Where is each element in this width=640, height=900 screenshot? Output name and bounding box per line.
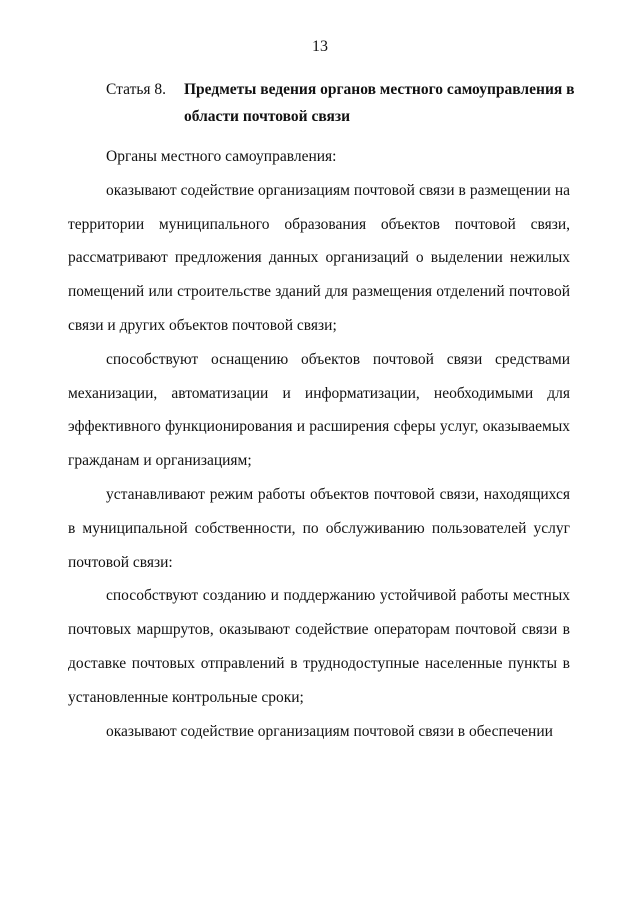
page-number: 13 (312, 38, 328, 55)
body-paragraph-1: оказывают содействие организациям почтовой связи в размещении на территории муниципального образования объектов почтовой связи, рассматривают предложения данных организаций о выделении нежилых помещений или строительстве зданий для размещения отделений почтовой связи и других объектов почтовой связи; (68, 181, 570, 334)
body-paragraph-3: устанавливают режим работы объектов почтовой связи, находящихся в муниципальной собственности, по обслуживанию пользователей услуг почтовой связи: (68, 485, 570, 571)
article-body (68, 140, 570, 748)
article-label: Статья 8. (106, 81, 167, 98)
body-paragraph-2: способствуют оснащению объектов почтовой связи средствами механизации, автоматизации и информатизации, необходимыми для эффективного функционирования и расширения сферы услуг, оказываемых гражданам и организациям; (68, 350, 570, 470)
article-title: Предметы ведения органов местного самоуправления в области почтовой связи (184, 81, 575, 125)
article-heading (106, 76, 576, 130)
body-intro: Органы местного самоуправления: (106, 148, 337, 165)
body-paragraph-4: способствуют созданию и поддержанию устойчивой работы местных почтовых маршрутов, оказывают содействие операторам почтовой связи в доставке почтовых отправлений в труднодоступные населенные пункты в установленные контрольные сроки; (68, 587, 570, 706)
body-paragraph-5: оказывают содействие организациям почтовой связи в обеспечении (106, 722, 553, 740)
